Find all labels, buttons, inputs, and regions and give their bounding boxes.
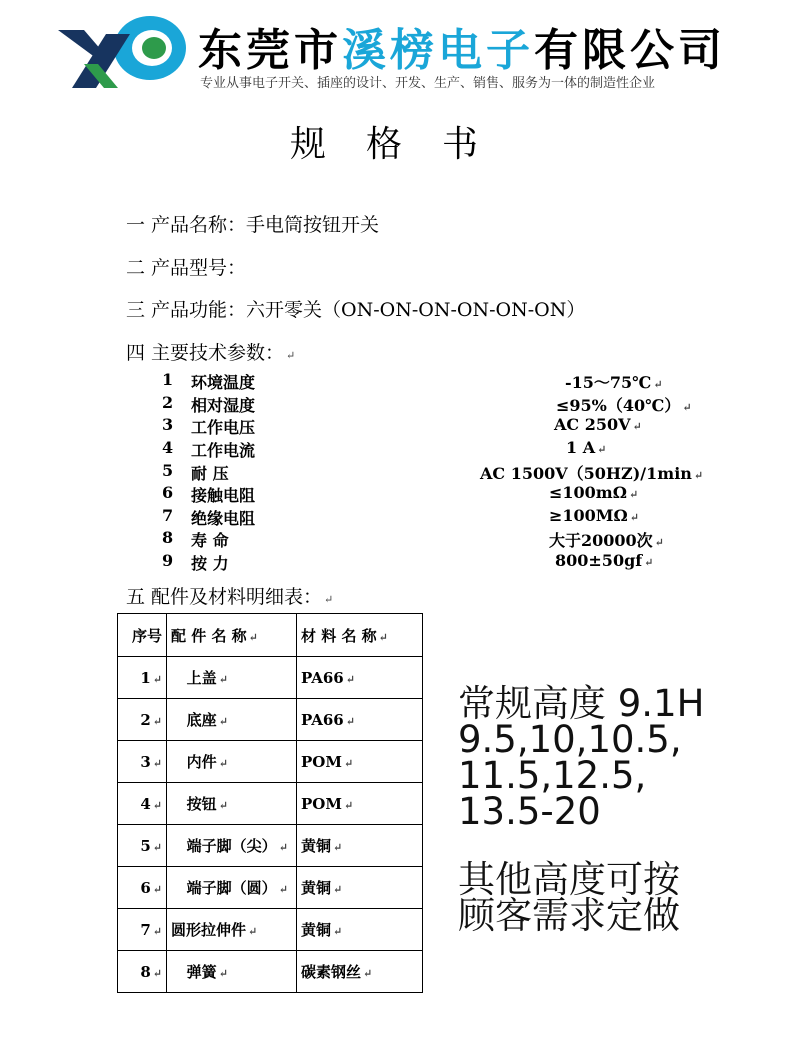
param-value: ≤100mΩ ↵ xyxy=(549,483,639,502)
param-number: 6 xyxy=(162,483,174,502)
param-value: AC 250V ↵ xyxy=(554,415,642,434)
param-label: 环境温度 xyxy=(191,373,256,392)
param-value: ≤95%（40℃） ↵ xyxy=(556,396,692,415)
param-value: 800±50gf ↵ xyxy=(555,551,654,570)
return-mark: ↵ xyxy=(654,536,664,549)
return-mark: ↵ xyxy=(363,967,373,980)
param-label: 相对湿度 xyxy=(191,396,256,415)
table-body xyxy=(118,657,423,993)
row-material: POM ↵ xyxy=(297,741,423,783)
return-mark: ↵ xyxy=(152,840,162,854)
return-mark: ↵ xyxy=(693,469,704,482)
return-mark: ↵ xyxy=(278,841,288,854)
return-mark: ↵ xyxy=(629,511,639,524)
param-label: 接触电阻 xyxy=(191,486,256,505)
return-mark: ↵ xyxy=(152,966,162,980)
row-index: 7 ↵ xyxy=(118,909,167,951)
row-part-name: 端子脚（圆） ↵ xyxy=(167,867,297,909)
return-mark: ↵ xyxy=(152,756,162,770)
return-mark: ↵ xyxy=(218,967,228,980)
param-value: 1 A ↵ xyxy=(566,438,607,457)
note-line: 11.5,12.5, xyxy=(458,754,647,797)
param-value: -15～75℃ ↵ xyxy=(565,373,663,392)
section-product-function: 三 产品功能：六开零关（ON-ON-ON-ON-ON-ON） xyxy=(126,299,586,321)
header-part-name: 配 件 名 称 ↵ xyxy=(167,614,297,657)
row-index: 4 ↵ xyxy=(118,783,167,825)
return-mark: ↵ xyxy=(345,714,355,728)
custom-height-note xyxy=(458,858,680,937)
return-mark: ↵ xyxy=(218,715,228,728)
return-mark: ↵ xyxy=(653,378,663,391)
row-part-name: 内件 ↵ xyxy=(167,741,297,783)
row-part-name: 底座 ↵ xyxy=(167,699,297,741)
header-index: 序号 xyxy=(118,614,167,657)
row-index: 1 ↵ xyxy=(118,657,167,699)
return-mark: ↵ xyxy=(628,488,639,501)
param-label: 工作电压 xyxy=(191,418,256,437)
param-row xyxy=(0,393,800,415)
return-mark: ↵ xyxy=(218,799,228,812)
section-tech-params: 四 主要技术参数： ↵ xyxy=(126,342,296,364)
param-row xyxy=(0,415,800,437)
table-row xyxy=(118,951,423,993)
company-name: 东莞市溪榜电子有限公司 xyxy=(198,25,726,76)
param-number: 7 xyxy=(162,506,174,525)
return-mark: ↵ xyxy=(152,714,162,728)
param-row xyxy=(0,506,800,528)
param-row xyxy=(0,370,800,392)
note-line: 13.5-20 xyxy=(458,790,601,833)
return-mark: ↵ xyxy=(152,882,162,896)
section-product-model: 二 产品型号： xyxy=(126,257,247,279)
param-number: 2 xyxy=(162,393,174,412)
return-mark: ↵ xyxy=(286,349,296,362)
return-mark: ↵ xyxy=(345,672,355,686)
param-number: 1 xyxy=(162,370,174,389)
section-material-list: 五 配件及材料明细表： ↵ xyxy=(126,586,334,608)
table-row xyxy=(118,867,423,909)
row-index: 2 ↵ xyxy=(118,699,167,741)
param-label: 绝缘电阻 xyxy=(191,509,256,528)
header-material-name: 材 料 名 称 ↵ xyxy=(297,614,423,657)
return-mark: ↵ xyxy=(248,925,258,938)
note-line: 其他高度可按 xyxy=(458,858,680,901)
param-number: 8 xyxy=(162,528,174,547)
row-part-name: 圆形拉伸件 ↵ xyxy=(167,909,297,951)
row-material: POM ↵ xyxy=(297,783,423,825)
return-mark: ↵ xyxy=(324,593,334,606)
return-mark: ↵ xyxy=(278,883,288,896)
param-row xyxy=(0,528,800,550)
table-row xyxy=(118,783,423,825)
row-index: 8 ↵ xyxy=(118,951,167,993)
param-label: 寿 命 xyxy=(191,531,229,550)
row-material: PA66 ↵ xyxy=(297,657,423,699)
row-part-name: 上盖 ↵ xyxy=(167,657,297,699)
param-label: 按 力 xyxy=(191,554,229,573)
row-index: 6 ↵ xyxy=(118,867,167,909)
row-part-name: 按钮 ↵ xyxy=(167,783,297,825)
row-material: PA66 ↵ xyxy=(297,699,423,741)
table-header-row xyxy=(118,614,423,657)
return-mark: ↵ xyxy=(682,401,692,414)
return-mark: ↵ xyxy=(152,924,162,938)
table-row xyxy=(118,825,423,867)
height-note xyxy=(458,682,705,833)
param-number: 9 xyxy=(162,551,174,570)
note-line: 常规高度 9.1H xyxy=(458,682,705,725)
section-product-name: 一 产品名称：手电筒按钮开关 xyxy=(126,214,380,236)
row-material: 黄铜 ↵ xyxy=(297,909,423,951)
document-title: 规格书 xyxy=(290,124,519,165)
return-mark: ↵ xyxy=(343,756,354,770)
param-label: 耐 压 xyxy=(191,464,229,483)
note-line: 顾客需求定做 xyxy=(458,894,680,937)
return-mark: ↵ xyxy=(333,841,343,854)
param-row xyxy=(0,483,800,505)
return-mark: ↵ xyxy=(333,883,343,896)
return-mark: ↵ xyxy=(333,925,343,938)
return-mark: ↵ xyxy=(248,630,258,644)
return-mark: ↵ xyxy=(218,673,228,686)
return-mark: ↵ xyxy=(218,757,228,770)
table-row xyxy=(118,699,423,741)
return-mark: ↵ xyxy=(597,443,607,456)
return-mark: ↵ xyxy=(644,556,654,569)
row-material: 黄铜 ↵ xyxy=(297,825,423,867)
row-index: 5 ↵ xyxy=(118,825,167,867)
company-slogan: 专业从事电子开关、插座的设计、开发、生产、销售、服务为一体的制造性企业 xyxy=(200,76,656,91)
table-row xyxy=(118,657,423,699)
row-material: 碳素钢丝 ↵ xyxy=(297,951,423,993)
table-row xyxy=(118,741,423,783)
material-table xyxy=(117,613,423,993)
table-row xyxy=(118,909,423,951)
return-mark: ↵ xyxy=(343,798,354,812)
return-mark: ↵ xyxy=(152,672,162,686)
param-row xyxy=(0,551,800,573)
param-value: 大于20000次 ↵ xyxy=(549,531,664,550)
param-row xyxy=(0,461,800,483)
param-label: 工作电流 xyxy=(191,441,256,460)
param-row xyxy=(0,438,800,460)
return-mark: ↵ xyxy=(152,798,162,812)
row-part-name: 端子脚（尖） ↵ xyxy=(167,825,297,867)
param-number: 3 xyxy=(162,415,174,434)
return-mark: ↵ xyxy=(378,630,388,644)
param-number: 5 xyxy=(162,461,174,480)
row-part-name: 弹簧 ↵ xyxy=(167,951,297,993)
param-value: AC 1500V（50HZ)/1min ↵ xyxy=(480,464,704,483)
param-value: ≥100MΩ ↵ xyxy=(549,506,639,525)
param-number: 4 xyxy=(162,438,174,457)
row-material: 黄铜 ↵ xyxy=(297,867,423,909)
company-logo xyxy=(50,12,190,94)
return-mark: ↵ xyxy=(632,420,642,433)
note-line: 9.5,10,10.5, xyxy=(458,718,682,761)
row-index: 3 ↵ xyxy=(118,741,167,783)
